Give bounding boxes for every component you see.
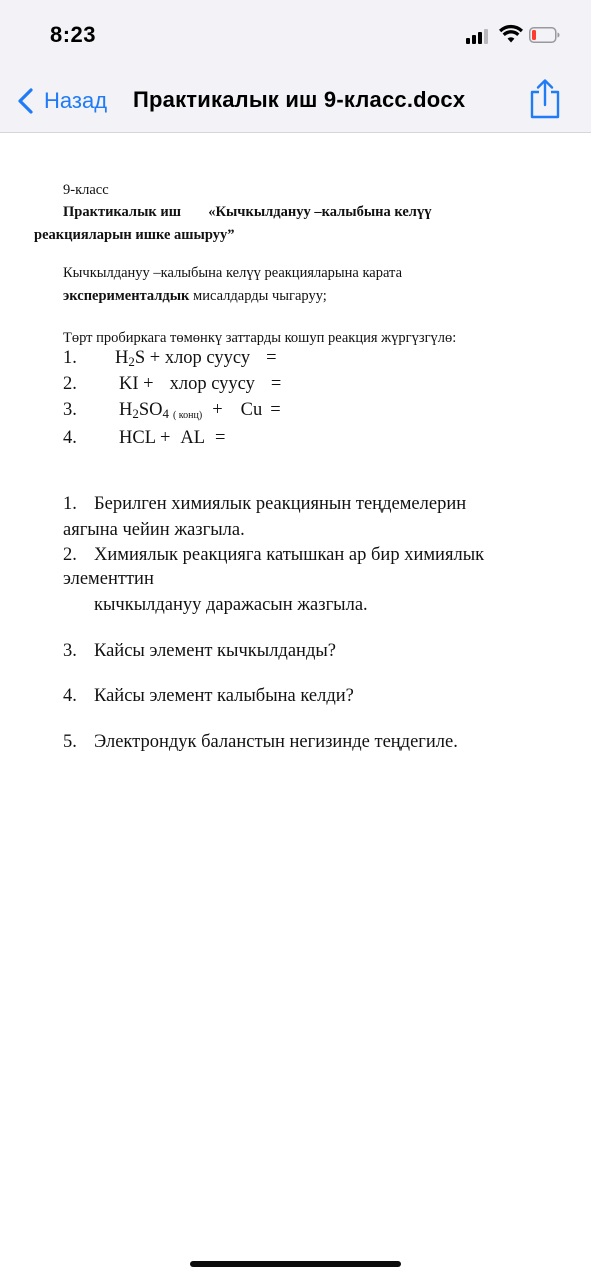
question-number: 4. — [63, 686, 77, 706]
question-text: Электрондук баланстын негизинде теңдегиле. — [94, 732, 458, 752]
reaction-formula: SO — [138, 400, 163, 420]
reaction-4 — [63, 428, 225, 449]
reaction-formula: S + хлор суусу — [134, 348, 251, 368]
reaction-number: 4. — [63, 428, 77, 448]
question-text: Кайсы элемент калыбына келди? — [94, 686, 354, 706]
navigation-bar — [0, 70, 591, 133]
document-body — [0, 133, 591, 1280]
home-indicator[interactable] — [190, 1261, 401, 1267]
subscript: 2 — [128, 354, 135, 369]
intro-line-2 — [63, 288, 327, 305]
subscript: 4 — [162, 406, 169, 421]
question-number: 2. — [63, 545, 77, 565]
intro-bold: эксперименталдык — [63, 288, 190, 304]
reaction-formula: хлор суусу — [169, 374, 255, 394]
question-5 — [63, 732, 458, 753]
reaction-formula: AL — [180, 428, 206, 448]
reaction-1 — [63, 348, 277, 369]
reaction-formula: KI + — [119, 374, 154, 394]
reaction-2 — [63, 374, 281, 395]
heading-part-2: «Кычкылдануу –калыбына келүү — [208, 204, 432, 220]
signal-bar — [466, 38, 470, 44]
status-bar — [0, 0, 591, 70]
signal-bar — [478, 32, 482, 44]
reaction-formula: Cu — [240, 400, 263, 420]
reaction-plus: + — [212, 400, 223, 420]
cellular-signal-icon — [466, 28, 492, 44]
intro-rest: мисалдарды чыгаруу; — [189, 288, 327, 304]
chevron-left-icon — [16, 88, 34, 114]
status-time: 8:23 — [50, 22, 97, 47]
reaction-equals: = — [270, 400, 281, 420]
signal-bar — [484, 29, 488, 44]
subscript: 2 — [132, 406, 139, 421]
question-text: Кайсы элемент кычкылданды? — [94, 641, 336, 661]
question-2-line-1 — [63, 545, 484, 566]
reaction-formula: H — [115, 348, 129, 368]
battery-icon — [529, 27, 560, 43]
reaction-equals: = — [266, 348, 277, 368]
question-number: 3. — [63, 641, 77, 661]
reaction-number: 1. — [63, 348, 77, 368]
wifi-icon — [499, 24, 523, 44]
share-icon[interactable] — [527, 78, 563, 120]
question-4 — [63, 686, 354, 707]
question-1-line-2: аягына чейин жазгыла. — [63, 520, 245, 540]
back-label: Назад — [44, 88, 108, 113]
back-button[interactable] — [16, 84, 107, 118]
heading-line-1 — [63, 204, 431, 221]
question-3 — [63, 641, 336, 662]
reaction-3 — [63, 400, 281, 421]
reaction-equals: = — [215, 428, 226, 448]
grade-label: 9-класс — [63, 182, 109, 198]
reaction-number: 2. — [63, 374, 77, 394]
intro-line-1: Кычкылдануу –калыбына келүү реакцияларына карата — [63, 265, 403, 281]
signal-bar — [472, 35, 476, 44]
question-number: 5. — [63, 732, 77, 752]
task-intro: Төрт пробиркага төмөнкү заттарды кошуп реакция жүргүзгүлө: — [63, 330, 457, 346]
reaction-formula: H — [119, 400, 133, 420]
question-text: Химиялык реакцияга катышкан ар бир химиялык — [94, 545, 485, 565]
reaction-number: 3. — [63, 400, 77, 420]
question-text: Берилген химиялык реакциянын теңдемелерин — [94, 494, 467, 514]
reaction-equals: = — [270, 374, 282, 394]
heading-line-2: реакцияларын ишке ашыруу” — [34, 227, 235, 243]
concentration-note: ( конц) — [172, 410, 203, 421]
question-1-line-1 — [63, 494, 466, 515]
reaction-formula: HCL + — [119, 428, 171, 448]
heading-part-1: Практикалык иш — [63, 204, 181, 220]
question-2-line-2: элементтин — [63, 569, 154, 589]
document-title: Практикалык иш 9-класс.docx — [133, 87, 466, 112]
question-number: 1. — [63, 494, 77, 514]
question-2-line-3: кычкылдануу даражасын жазгыла. — [94, 595, 368, 615]
